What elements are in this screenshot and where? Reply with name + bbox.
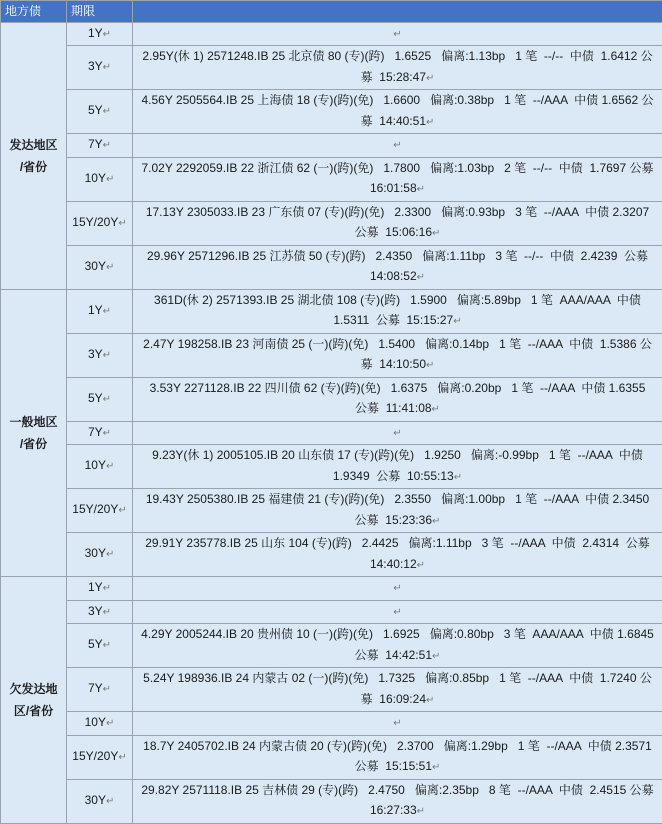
bond-quote-cell: 361D(休 2) 2571393.IB 25 湖北债 108 (专)(跨) 1.5900 偏离:5.89bp 1 笔 AAA/AAA 中债 1.5311 公募 15:15:27↵ xyxy=(133,289,662,333)
bond-quote-cell xyxy=(133,22,662,46)
paragraph-mark: ↵ xyxy=(417,272,425,283)
term-cell: 10Y↵ xyxy=(67,157,133,201)
bond-quote-cell: 2.47Y 198258.IB 23 河南债 25 (一)(跨)(免) 1.5400 偏离:0.14bp 1 笔 --/AAA 中债 1.5386 公募 14:10:50↵ xyxy=(133,333,662,377)
paragraph-mark: ↵ xyxy=(426,695,434,706)
paragraph-mark: ↵ xyxy=(393,140,401,151)
paragraph-mark: ↵ xyxy=(426,360,434,371)
paragraph-mark: ↵ xyxy=(417,560,425,571)
bond-quote-cell xyxy=(133,712,662,736)
table-row xyxy=(1,600,662,624)
table-row xyxy=(1,533,662,577)
paragraph-mark: ↵ xyxy=(393,607,401,618)
term-cell: 7Y↵ xyxy=(67,134,133,158)
paragraph-mark: ↵ xyxy=(432,762,440,773)
bond-quote-cell: 5.24Y 198936.IB 24 内蒙古 02 (一)(跨)(免) 1.7325 偏离:0.85bp 1 笔 --/AAA 中债 1.7240 公募 16:09:24↵ xyxy=(133,668,662,712)
bond-quote-cell: 29.91Y 235778.IB 25 山东 104 (专)(跨) 2.4425 偏离:1.11bp 3 笔 --/AAA 中债 2.4314 公募 14:40:12↵ xyxy=(133,533,662,577)
term-cell: 7Y↵ xyxy=(67,421,133,445)
bond-quote-cell: 4.56Y 2505564.IB 25 上海债 18 (专)(跨)(免) 1.6600 偏离:0.38bp 1 笔 --/AAA 中债 1.6562 公募 14:40:51↵ xyxy=(133,90,662,134)
table-row xyxy=(1,377,662,421)
table-row xyxy=(1,712,662,736)
paragraph-mark: ↵ xyxy=(106,796,114,807)
bond-quote-cell: 7.02Y 2292059.IB 22 浙江债 62 (一)(跨)(免) 1.7800 偏离:1.03bp 2 笔 --/-- 中债 1.7697 公募 16:01:58↵ xyxy=(133,157,662,201)
paragraph-mark: ↵ xyxy=(417,184,425,195)
paragraph-mark: ↵ xyxy=(106,549,114,560)
bond-quote-cell: 29.96Y 2571296.IB 25 江苏债 50 (专)(跨) 2.4350 偏离:1.11bp 3 笔 --/-- 中债 2.4239 公募 14:08:52↵ xyxy=(133,245,662,289)
paragraph-mark: ↵ xyxy=(103,29,111,40)
paragraph-mark: ↵ xyxy=(393,428,401,439)
table-row xyxy=(1,22,662,46)
paragraph-mark: ↵ xyxy=(118,752,126,763)
term-cell: 10Y↵ xyxy=(67,445,133,489)
bond-quote-cell: 3.53Y 2271128.IB 22 四川债 62 (专)(跨)(免) 1.6375 偏离:0.20bp 1 笔 --/AAA 中债 1.6355 公募 11:41:08↵ xyxy=(133,377,662,421)
term-cell: 15Y/20Y↵ xyxy=(67,201,133,245)
paragraph-mark: ↵ xyxy=(426,117,434,128)
paragraph-mark: ↵ xyxy=(393,29,401,40)
paragraph-mark: ↵ xyxy=(106,461,114,472)
table-row xyxy=(1,289,662,333)
header-content xyxy=(133,1,662,23)
bond-quote-cell: 17.13Y 2305033.IB 23 广东债 07 (专)(跨)(免) 2.3300 偏离:0.93bp 3 笔 --/AAA 中债 2.3207 公募 15:06:16↵ xyxy=(133,201,662,245)
table-row xyxy=(1,90,662,134)
bond-quote-cell xyxy=(133,600,662,624)
term-cell: 5Y↵ xyxy=(67,377,133,421)
paragraph-mark: ↵ xyxy=(103,684,111,695)
bond-quote-cell: 18.7Y 2405702.IB 24 内蒙古债 20 (专)(跨)(免) 2.3700 偏离:1.29bp 1 笔 --/AAA 中债 2.3571 公募 15:15:51↵ xyxy=(133,735,662,779)
bond-quote-cell: 19.43Y 2505380.IB 25 福建债 21 (专)(跨)(免) 2.3550 偏离:1.00bp 1 笔 --/AAA 中债 2.3450 公募 15:23:36↵ xyxy=(133,489,662,533)
term-cell: 3Y↵ xyxy=(67,46,133,90)
paragraph-mark: ↵ xyxy=(103,394,111,405)
paragraph-mark: ↵ xyxy=(426,73,434,84)
term-cell: 3Y↵ xyxy=(67,333,133,377)
bond-quote-cell: 9.23Y(休 1) 2005105.IB 20 山东债 17 (专)(跨)(免) 1.9250 偏离:-0.99bp 1 笔 --/AAA 中债 1.9349 公募 10:55:13↵ xyxy=(133,445,662,489)
paragraph-mark: ↵ xyxy=(432,516,440,527)
table-row xyxy=(1,245,662,289)
paragraph-mark: ↵ xyxy=(106,262,114,273)
paragraph-mark: ↵ xyxy=(453,316,461,327)
header-term: 期限 xyxy=(67,1,133,23)
region-cell: 一般地区 /省份 xyxy=(1,289,67,577)
term-cell: 30Y↵ xyxy=(67,245,133,289)
table-row xyxy=(1,668,662,712)
term-cell: 1Y↵ xyxy=(67,577,133,601)
paragraph-mark: ↵ xyxy=(432,228,440,239)
term-cell: 15Y/20Y↵ xyxy=(67,735,133,779)
paragraph-mark: ↵ xyxy=(393,583,401,594)
paragraph-mark: ↵ xyxy=(103,106,111,117)
table-row xyxy=(1,333,662,377)
bond-quote-cell: 4.29Y 2005244.IB 20 贵州债 10 (一)(跨)(免) 1.6925 偏离:0.80bp 3 笔 AAA/AAA 中债 1.6845 公募 14:42:51↵ xyxy=(133,624,662,668)
region-cell: 欠发达地 区/省份 xyxy=(1,577,67,824)
paragraph-mark: ↵ xyxy=(106,718,114,729)
table-row xyxy=(1,46,662,90)
bond-quote-cell xyxy=(133,577,662,601)
paragraph-mark: ↵ xyxy=(118,505,126,516)
bond-quote-cell: 29.82Y 2571118.IB 25 吉林债 29 (专)(跨) 2.4750 偏离:2.35bp 8 笔 --/AAA 中债 2.4515 公募 16:27:33↵ xyxy=(133,779,662,823)
table-row xyxy=(1,624,662,668)
table-row xyxy=(1,779,662,823)
region-cell: 发达地区 /省份 xyxy=(1,22,67,289)
table-row xyxy=(1,445,662,489)
term-cell: 1Y↵ xyxy=(67,289,133,333)
header-region: 地方债 xyxy=(1,1,67,23)
paragraph-mark: ↵ xyxy=(103,428,111,439)
paragraph-mark: ↵ xyxy=(417,806,425,817)
term-cell: 5Y↵ xyxy=(67,624,133,668)
paragraph-mark: ↵ xyxy=(432,404,440,415)
term-cell: 7Y↵ xyxy=(67,668,133,712)
term-cell: 10Y↵ xyxy=(67,712,133,736)
table-row xyxy=(1,421,662,445)
table-row xyxy=(1,134,662,158)
paragraph-mark: ↵ xyxy=(103,140,111,151)
term-cell: 5Y↵ xyxy=(67,90,133,134)
bond-quote-cell xyxy=(133,134,662,158)
paragraph-mark: ↵ xyxy=(393,718,401,729)
table-row xyxy=(1,489,662,533)
table-row xyxy=(1,735,662,779)
paragraph-mark: ↵ xyxy=(106,174,114,185)
table-row xyxy=(1,577,662,601)
paragraph-mark: ↵ xyxy=(118,218,126,229)
paragraph-mark: ↵ xyxy=(103,62,111,73)
bond-quote-cell xyxy=(133,421,662,445)
term-cell: 30Y↵ xyxy=(67,533,133,577)
paragraph-mark: ↵ xyxy=(103,640,111,651)
term-cell: 30Y↵ xyxy=(67,779,133,823)
paragraph-mark: ↵ xyxy=(103,350,111,361)
paragraph-mark: ↵ xyxy=(454,472,462,483)
paragraph-mark: ↵ xyxy=(103,306,111,317)
paragraph-mark: ↵ xyxy=(103,583,111,594)
table-row xyxy=(1,201,662,245)
term-cell: 3Y↵ xyxy=(67,600,133,624)
paragraph-mark: ↵ xyxy=(103,607,111,618)
table-row xyxy=(1,157,662,201)
header-row xyxy=(1,1,662,23)
paragraph-mark: ↵ xyxy=(432,651,440,662)
term-cell: 15Y/20Y↵ xyxy=(67,489,133,533)
bond-quote-cell: 2.95Y(休 1) 2571248.IB 25 北京债 80 (专)(跨) 1.6525 偏离:1.13bp 1 笔 --/-- 中债 1.6412 公募 15:28:47↵ xyxy=(133,46,662,90)
term-cell: 1Y↵ xyxy=(67,22,133,46)
